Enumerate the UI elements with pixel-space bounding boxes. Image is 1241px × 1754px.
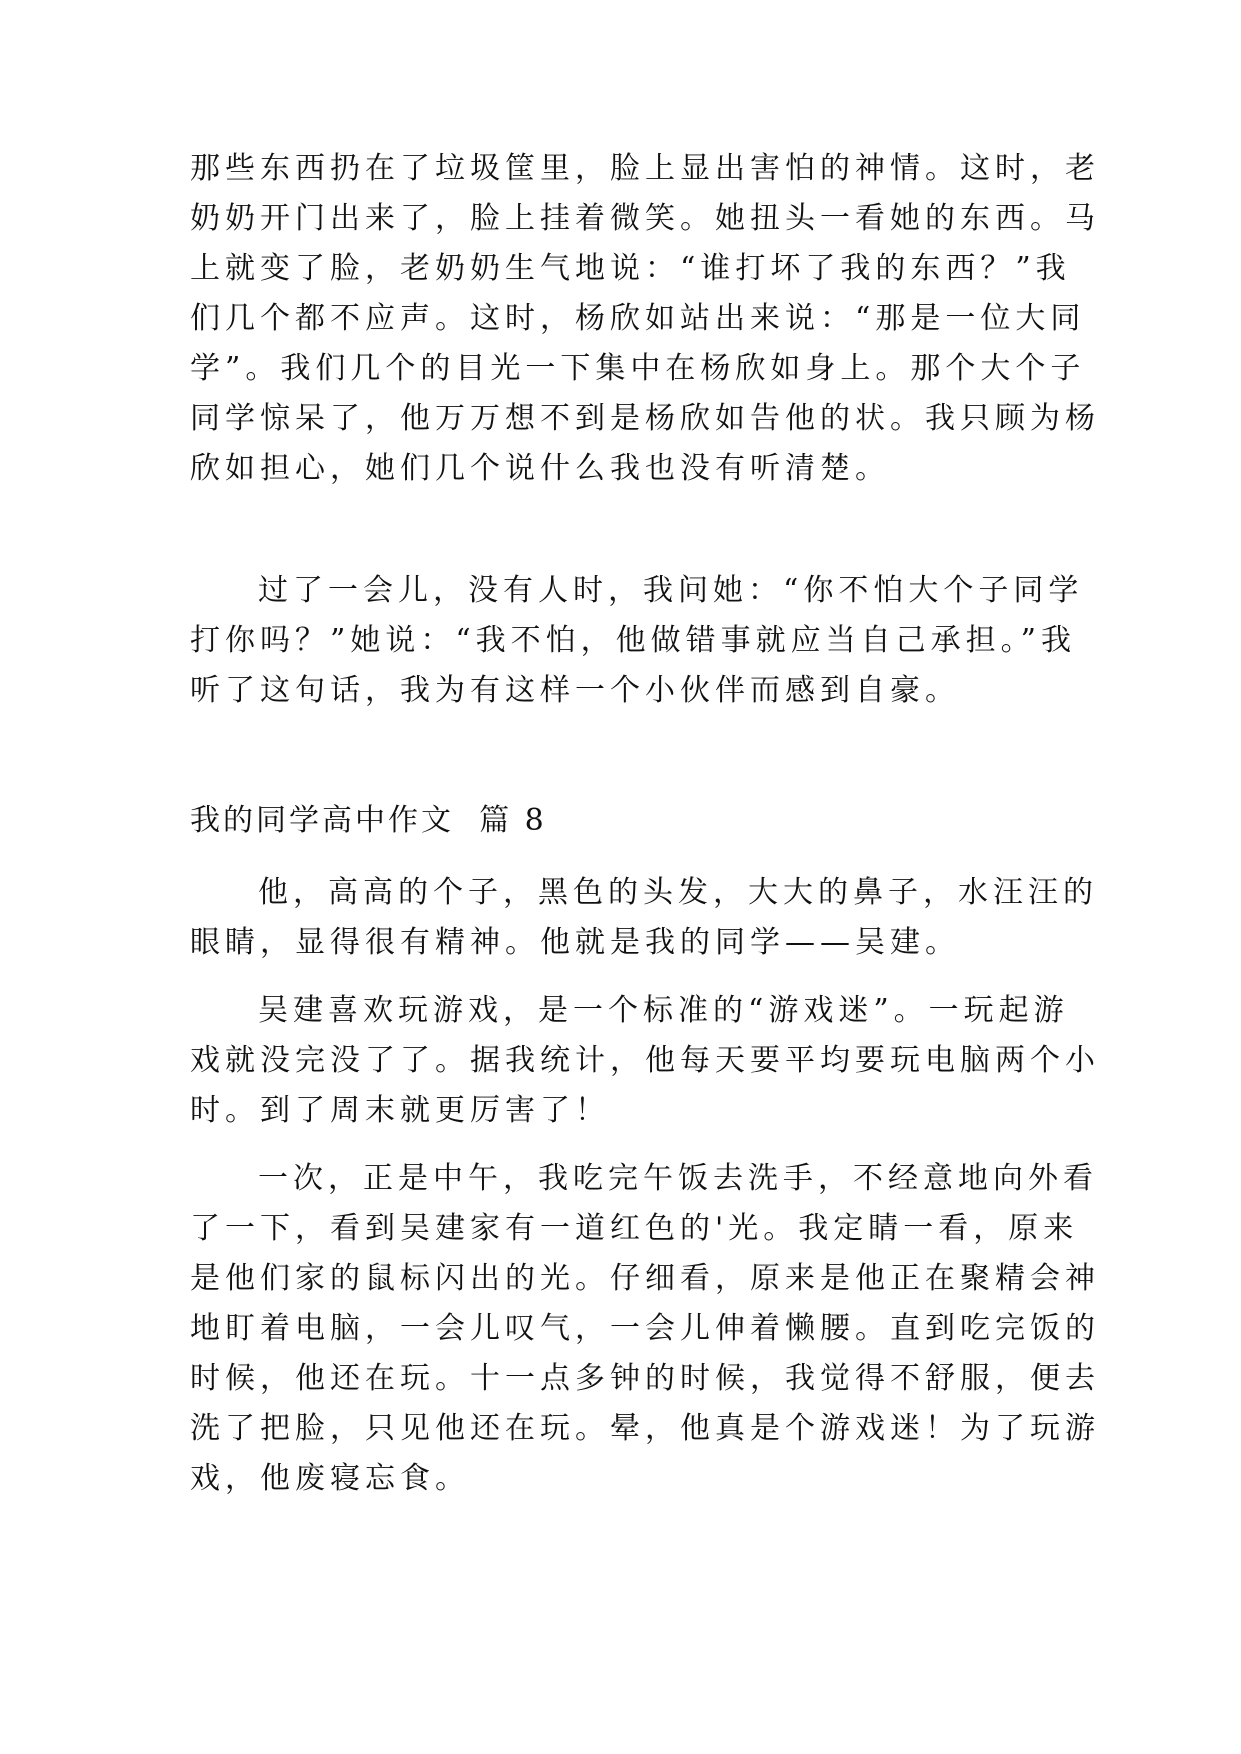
- text-line: 地盯着电脑，一会儿叹气，一会儿伸着懒腰。直到吃完饭的: [190, 1311, 1100, 1346]
- text-line: 们几个都不应声。这时，杨欣如站出来说：“那是一位大同: [190, 301, 1086, 336]
- text-line: 洗了把脸，只见他还在玩。晕，他真是个游戏迷！为了玩游: [190, 1411, 1100, 1446]
- text-line: 听了这句话，我为有这样一个小伙伴而感到自豪。: [190, 673, 960, 708]
- text-line: 同学惊呆了，他万万想不到是杨欣如告他的状。我只顾为杨: [190, 401, 1100, 436]
- text-line: 学”。我们几个的目光一下集中在杨欣如身上。那个大个子: [190, 351, 1086, 386]
- text-line: 欣如担心，她们几个说什么我也没有听清楚。: [190, 451, 890, 486]
- paragraph-5: [190, 1154, 1100, 1504]
- paragraph-2: [190, 566, 1084, 716]
- text-line: 上就变了脸，老奶奶生气地说：“谁打坏了我的东西？”我: [190, 251, 1071, 286]
- text-line: 戏，他废寝忘食。: [190, 1461, 470, 1496]
- text-line: 那些东西扔在了垃圾筐里，脸上显出害怕的神情。这时，老: [190, 151, 1100, 186]
- text-line: 他，高高的个子，黑色的头发，大大的鼻子，水汪汪的: [258, 875, 1098, 910]
- text-line: 戏就没完没了了。据我统计，他每天要平均要玩电脑两个小: [190, 1043, 1100, 1078]
- text-line: 是他们家的鼠标闪出的光。仔细看，原来是他正在聚精会神: [190, 1261, 1100, 1296]
- text-line: 打你吗？”她说：“我不怕，他做错事就应当自己承担。”我: [190, 623, 1077, 658]
- text-line: 了一下，看到吴建家有一道红色的'光。我定睛一看，原来: [190, 1211, 1079, 1246]
- text-line: 一次，正是中午，我吃完午饭去洗手，不经意地向外看: [258, 1161, 1098, 1196]
- section-title: 我的同学高中作文 篇 8: [190, 803, 547, 838]
- paragraph-3: [190, 868, 1098, 968]
- text-line: 时。到了周末就更厉害了！: [190, 1093, 610, 1128]
- text-line: 过了一会儿，没有人时，我问她：“你不怕大个子同学: [258, 573, 1084, 608]
- text-line: 吴建喜欢玩游戏，是一个标准的“游戏迷”。一玩起游: [258, 993, 1069, 1028]
- paragraph-4: [190, 986, 1100, 1136]
- text-line: 眼睛，显得很有精神。他就是我的同学——吴建。: [190, 925, 960, 960]
- text-line: 奶奶开门出来了，脸上挂着微笑。她扭头一看她的东西。马: [190, 201, 1100, 236]
- text-line: 时候，他还在玩。十一点多钟的时候，我觉得不舒服，便去: [190, 1361, 1100, 1396]
- paragraph-continuation: [190, 144, 1100, 494]
